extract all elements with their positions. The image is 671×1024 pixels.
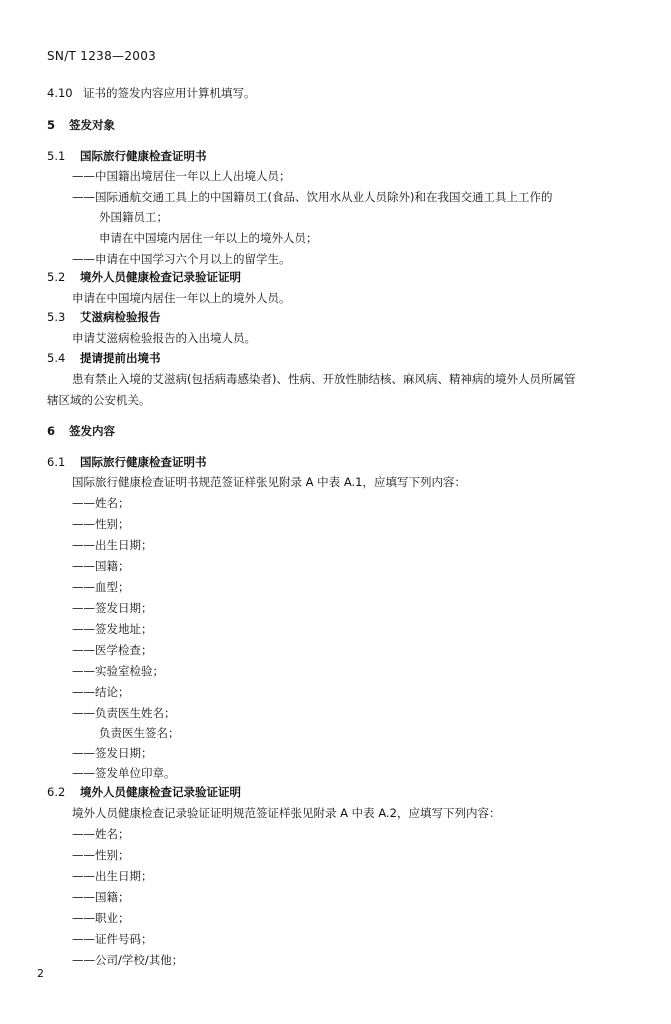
clause-number: 5.2 bbox=[47, 270, 66, 284]
list-item: 申请在中国境内居住一年以上的境外人员； bbox=[99, 231, 318, 245]
list-item: 负责医生签名； bbox=[99, 726, 180, 740]
clause-number: 5.3 bbox=[47, 310, 66, 324]
clause-5-2 bbox=[47, 270, 241, 284]
paragraph-continuation: 辖区域的公安机关。 bbox=[47, 393, 151, 407]
section-number: 5 bbox=[47, 118, 56, 132]
paragraph: 患有禁止入境的艾滋病(包括病毒感染者)、性病、开放性肺结核、麻风病、精神病的境外人员所属管 bbox=[72, 372, 576, 386]
list-item: ——姓名； bbox=[72, 827, 130, 841]
clause-number: 4.10 bbox=[47, 86, 73, 100]
list-item: ——医学检查； bbox=[72, 643, 153, 657]
list-item: ——签发日期； bbox=[72, 746, 153, 760]
section-title: 签发对象 bbox=[69, 118, 115, 132]
list-item: ——结论； bbox=[72, 685, 130, 699]
page-number: 2 bbox=[37, 967, 44, 980]
clause-number: 6.2 bbox=[47, 785, 66, 799]
clause-text: 证书的签发内容应用计算机填写。 bbox=[83, 86, 256, 100]
paragraph: 申请在中国境内居住一年以上的境外人员。 bbox=[72, 291, 291, 305]
list-item: ——证件号码； bbox=[72, 932, 153, 946]
list-item: ——国籍； bbox=[72, 559, 130, 573]
clause-title: 境外人员健康检查记录验证证明 bbox=[80, 270, 241, 284]
list-item: ——姓名； bbox=[72, 496, 130, 510]
clause-title: 境外人员健康检查记录验证证明 bbox=[80, 785, 241, 799]
list-item: ——国际通航交通工具上的中国籍员工(食品、饮用水从业人员除外)和在我国交通工具上工作的 bbox=[72, 190, 553, 204]
clause-6-2 bbox=[47, 785, 241, 799]
section-title: 签发内容 bbox=[69, 424, 115, 438]
list-item-continuation: 外国籍员工； bbox=[99, 210, 168, 224]
list-item: ——中国籍出境居住一年以上人出境人员； bbox=[72, 169, 291, 183]
paragraph: 申请艾滋病检验报告的入出境人员。 bbox=[72, 331, 256, 345]
list-item: ——血型； bbox=[72, 580, 130, 594]
clause-number: 6.1 bbox=[47, 455, 66, 469]
clause-title: 艾滋病检验报告 bbox=[80, 310, 161, 324]
list-item: ——实验室检验； bbox=[72, 664, 164, 678]
list-item: ——签发日期； bbox=[72, 601, 153, 615]
clause-5-1 bbox=[47, 149, 207, 163]
clause-title: 提请提前出境书 bbox=[80, 351, 161, 365]
list-item: ——签发单位印章。 bbox=[72, 766, 176, 780]
clause-5-4 bbox=[47, 351, 161, 365]
clause-5-3 bbox=[47, 310, 161, 324]
section-5-heading bbox=[47, 118, 115, 132]
list-item: ——国籍； bbox=[72, 890, 130, 904]
list-item: ——出生日期； bbox=[72, 869, 153, 883]
section-number: 6 bbox=[47, 424, 56, 438]
section-6-heading bbox=[47, 424, 115, 438]
paragraph: 境外人员健康检查记录验证证明规范签证样张见附录 A 中表 A.2，应填写下列内容： bbox=[72, 806, 501, 820]
list-item: ——性别； bbox=[72, 517, 130, 531]
clause-title: 国际旅行健康检查证明书 bbox=[80, 149, 207, 163]
list-item: ——申请在中国学习六个月以上的留学生。 bbox=[72, 252, 291, 266]
list-item: ——负责医生姓名； bbox=[72, 706, 176, 720]
clause-number: 5.1 bbox=[47, 149, 66, 163]
standard-code-header: SN/T 1238—2003 bbox=[47, 49, 157, 63]
list-item: ——出生日期； bbox=[72, 538, 153, 552]
clause-4-10 bbox=[47, 86, 256, 100]
list-item: ——职业； bbox=[72, 911, 130, 925]
list-item: ——签发地址； bbox=[72, 622, 153, 636]
list-item: ——性别； bbox=[72, 848, 130, 862]
paragraph: 国际旅行健康检查证明书规范签证样张见附录 A 中表 A.1，应填写下列内容： bbox=[72, 475, 466, 489]
clause-6-1 bbox=[47, 455, 207, 469]
clause-title: 国际旅行健康检查证明书 bbox=[80, 455, 207, 469]
clause-number: 5.4 bbox=[47, 351, 66, 365]
list-item: ——公司/学校/其他； bbox=[72, 953, 184, 967]
